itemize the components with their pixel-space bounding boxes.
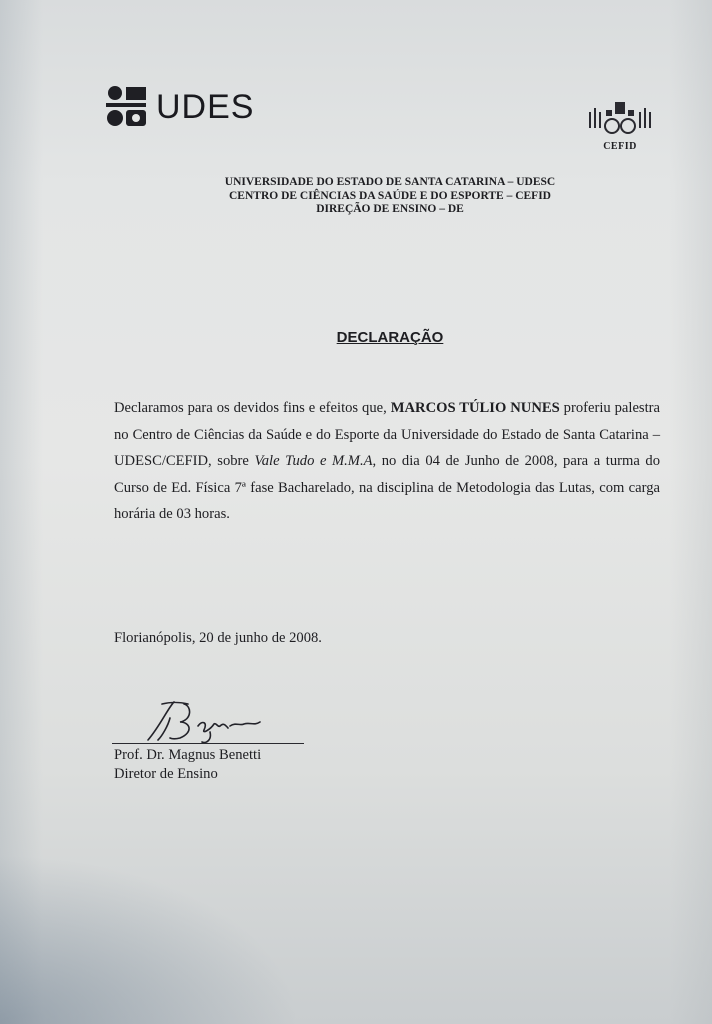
signer-name: Prof. Dr. Magnus Benetti: [114, 747, 262, 763]
institution-header: [150, 176, 630, 217]
body-text-part-1: Declaramos para os devidos fins e efeitos que,: [114, 400, 391, 416]
udesc-emblem-icon: [104, 84, 150, 130]
body-text-part-2: proferiu palestra no Centro de Ciências da Saúde e do Esporte da Universidade do Estado de Santa Catarina – UDESC/CEFID, sobre: [114, 400, 660, 469]
header-line-department: DIREÇÃO DE ENSINO – DE: [316, 203, 464, 215]
lecture-topic: Vale Tudo e M.M.A: [254, 453, 373, 469]
declared-person-name: MARCOS TÚLIO NUNES: [390, 400, 560, 416]
document-title: DECLARAÇÃO: [336, 329, 444, 346]
udesc-logo: [104, 84, 254, 130]
udesc-wordmark: UDES: [156, 88, 255, 126]
body-text-part-3: , no dia 04 de Junho de 2008, para a turma do Curso de Ed. Física 7ª fase Bacharelado, na disciplina de Metodologia das Lutas, com carga horária de 03 horas.: [114, 453, 660, 522]
cefid-logo: [582, 98, 658, 152]
declaration-body: [114, 395, 660, 528]
signature-line: [112, 743, 304, 744]
header-line-center: CENTRO DE CIÊNCIAS DA SAÚDE E DO ESPORTE – CEFID: [229, 189, 551, 202]
handwritten-signature: [140, 696, 270, 746]
signer-role: Diretor de Ensino: [114, 766, 218, 782]
cefid-emblem-icon: [584, 98, 656, 138]
page-shadow: [0, 854, 300, 1024]
place-and-date: Florianópolis, 20 de junho de 2008.: [114, 630, 322, 646]
header-line-university: UNIVERSIDADE DO ESTADO DE SANTA CATARINA – UDESC: [224, 176, 556, 188]
cefid-wordmark: CEFID: [603, 141, 637, 152]
signer-block: [114, 746, 261, 784]
